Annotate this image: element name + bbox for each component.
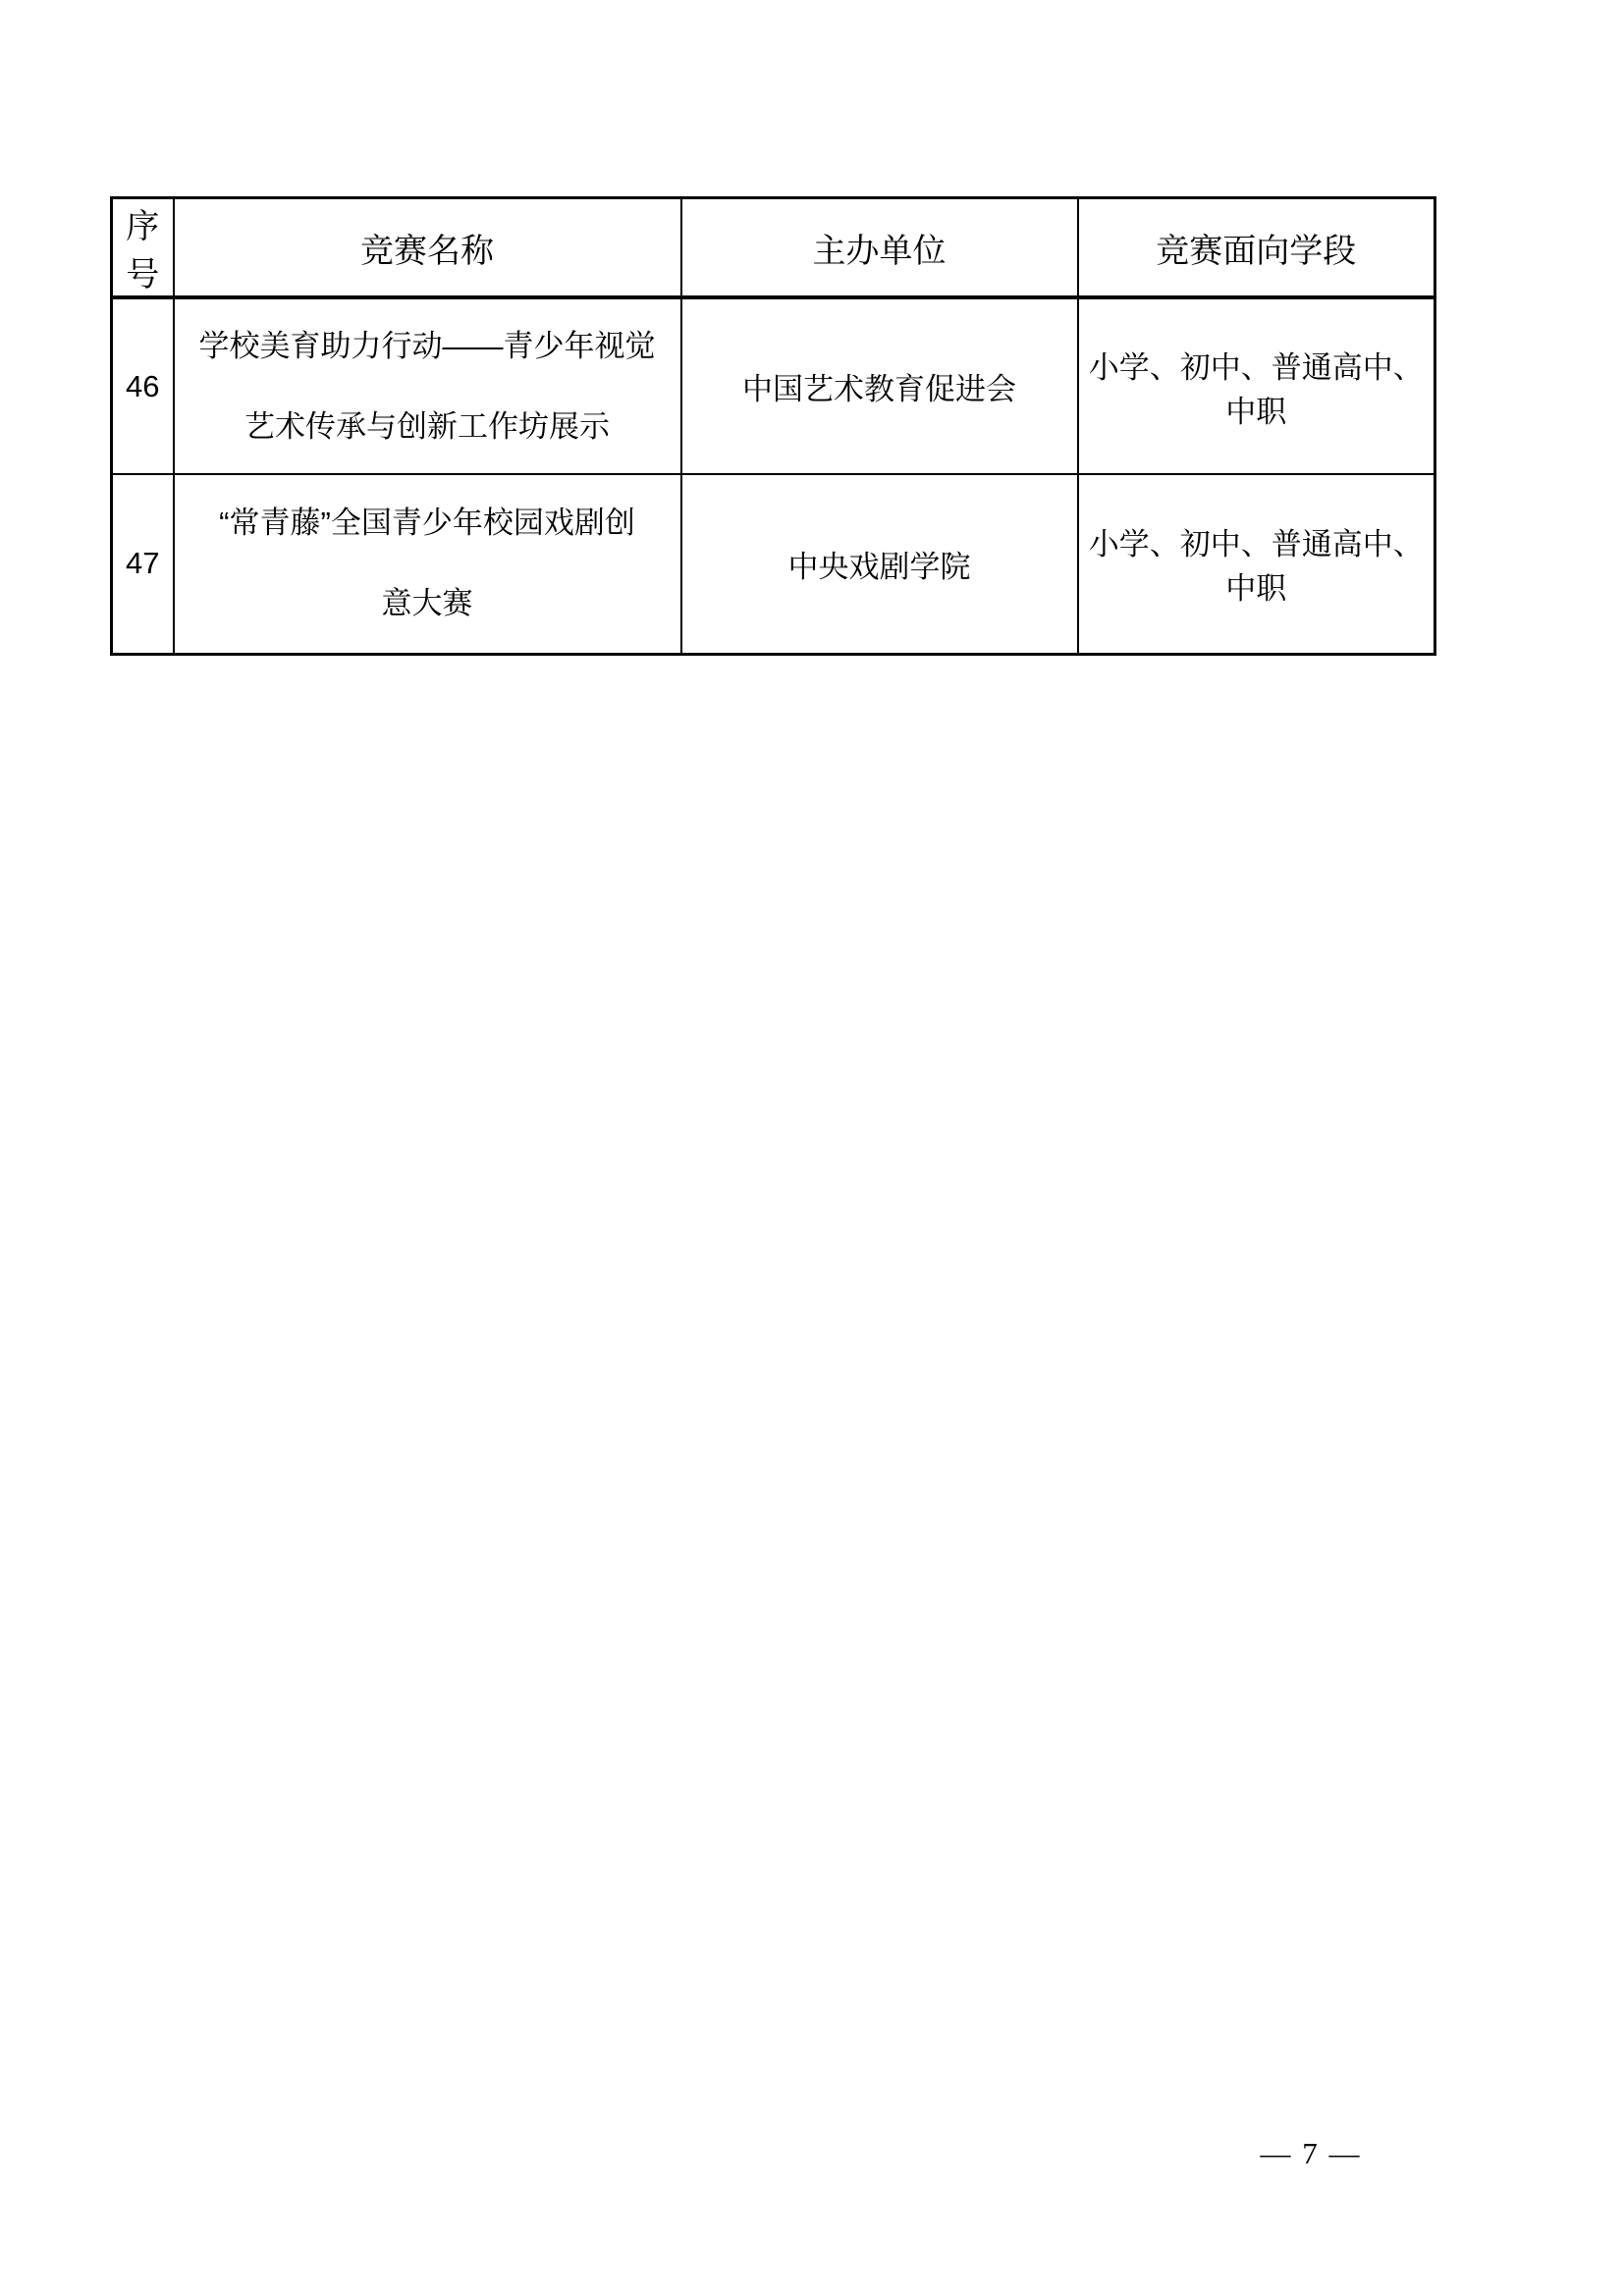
competition-table bbox=[110, 196, 1436, 656]
competition-name-line: 学校美育助力行动——青少年视觉 bbox=[198, 328, 656, 363]
competition-name-cell bbox=[174, 297, 681, 474]
target-stages-cell: 小学、初中、普通高中、中职 bbox=[1078, 297, 1435, 474]
table-row bbox=[112, 474, 1435, 654]
competition-name-line: “常青藤”全国青少年校园戏剧创 bbox=[219, 506, 635, 541]
column-header-organizer: 主办单位 bbox=[681, 198, 1078, 298]
organizer-cell: 中央戏剧学院 bbox=[681, 474, 1078, 654]
table-row bbox=[112, 297, 1435, 474]
table-header-row bbox=[112, 198, 1435, 298]
competition-name-cell bbox=[174, 474, 681, 654]
competition-name-line: 意大赛 bbox=[381, 586, 473, 621]
row-index-cell: 47 bbox=[112, 474, 174, 654]
page-number: — 7 — bbox=[1260, 2136, 1362, 2170]
column-header-competition-name: 竞赛名称 bbox=[174, 198, 681, 298]
column-header-target-stages: 竞赛面向学段 bbox=[1078, 198, 1435, 298]
target-stages-cell: 小学、初中、普通高中、中职 bbox=[1078, 474, 1435, 654]
competition-name-line: 艺术传承与创新工作坊展示 bbox=[244, 408, 610, 444]
organizer-cell: 中国艺术教育促进会 bbox=[681, 297, 1078, 474]
column-header-index: 序号 bbox=[112, 198, 174, 298]
row-index-cell: 46 bbox=[112, 297, 174, 474]
